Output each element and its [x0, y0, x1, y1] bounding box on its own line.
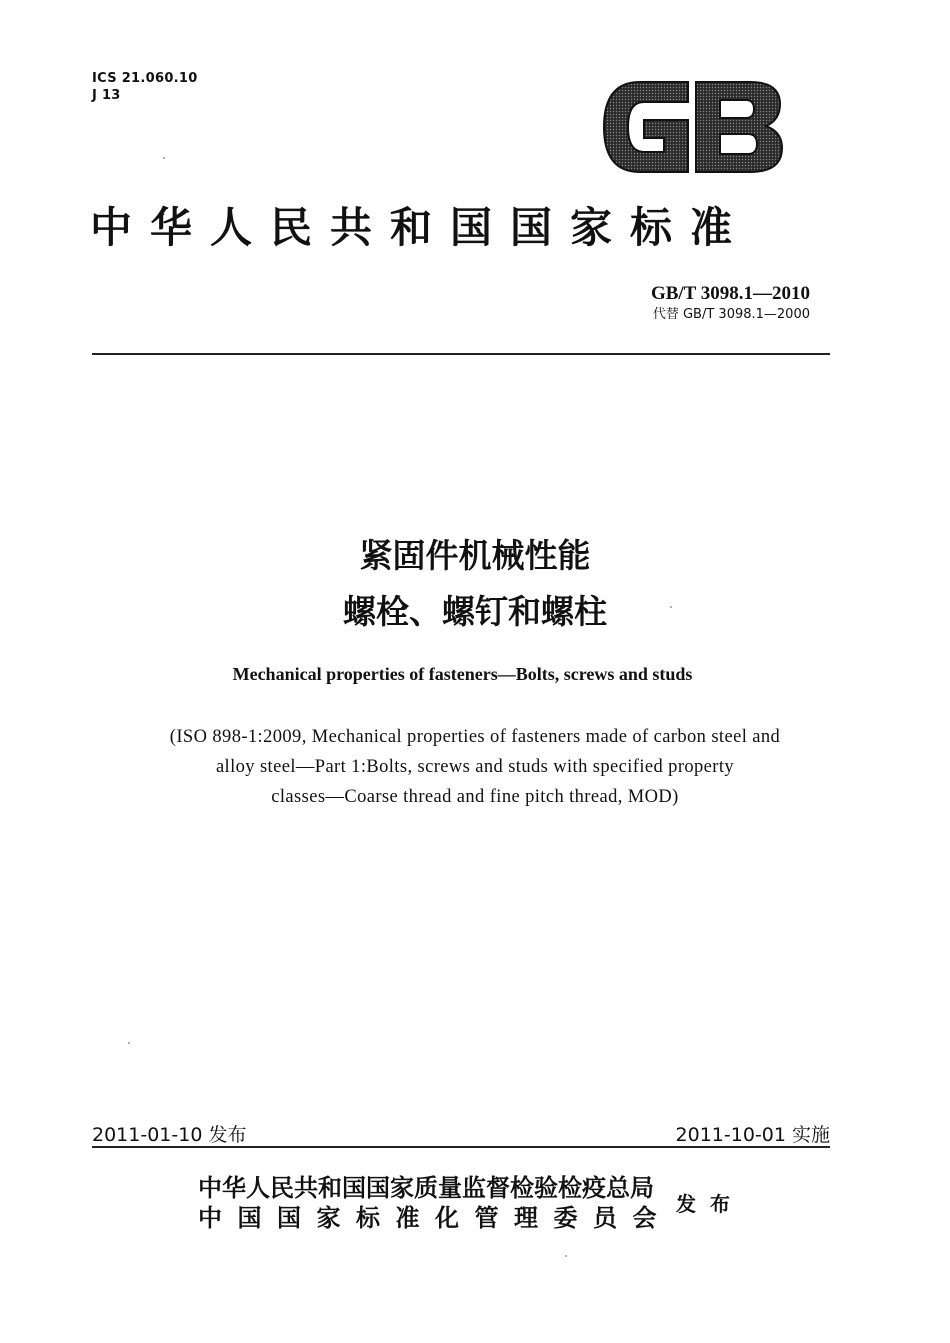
issuer-aqsiq: 中华人民共和国国家质量监督检验检疫总局 [198, 1174, 654, 1202]
chinese-title-line-2: 螺栓、螺钉和螺柱 [343, 592, 607, 631]
chinese-title-line-1: 紧固件机械性能 [359, 536, 591, 575]
scan-speck [128, 1042, 130, 1044]
iso-reference-line-2: alloy steel—Part 1:Bolts, screws and studs with specified property [215, 757, 735, 777]
issue-date: 2011-01-10 发布 [92, 1124, 247, 1146]
publish-label: 发布 [676, 1192, 744, 1216]
header-divider [92, 353, 830, 355]
chinese-title [0, 528, 950, 640]
footer-divider [92, 1146, 830, 1148]
ics-code: ICS 21.060.10 [92, 71, 198, 86]
iso-reference-line-1: (ISO 898-1:2009, Mechanical properties of fasteners made of carbon steel and [169, 727, 781, 747]
english-title: Mechanical properties of fasteners—Bolts, screws and studs [232, 664, 693, 684]
ccs-code: J 13 [92, 88, 121, 103]
gb-logo-icon [600, 80, 785, 175]
standard-title: 中华人民共和国国家标准 [90, 203, 751, 252]
standard-code-block [651, 282, 810, 323]
issuer-sac: 中国国家标准化管理委员会 [198, 1204, 672, 1232]
standard-code: GB/T 3098.1—2010 [650, 283, 810, 304]
replaces-code: 代替 GB/T 3098.1—2000 [652, 307, 810, 322]
iso-reference-line-3: classes—Coarse thread and fine pitch thread, MOD) [271, 787, 679, 807]
classification-codes [92, 70, 198, 104]
scan-speck [670, 606, 672, 608]
issuing-authorities [198, 1173, 672, 1233]
implementation-date: 2011-10-01 实施 [675, 1124, 830, 1146]
iso-reference [60, 722, 890, 812]
scan-speck [565, 1255, 567, 1257]
scan-speck [163, 157, 165, 159]
